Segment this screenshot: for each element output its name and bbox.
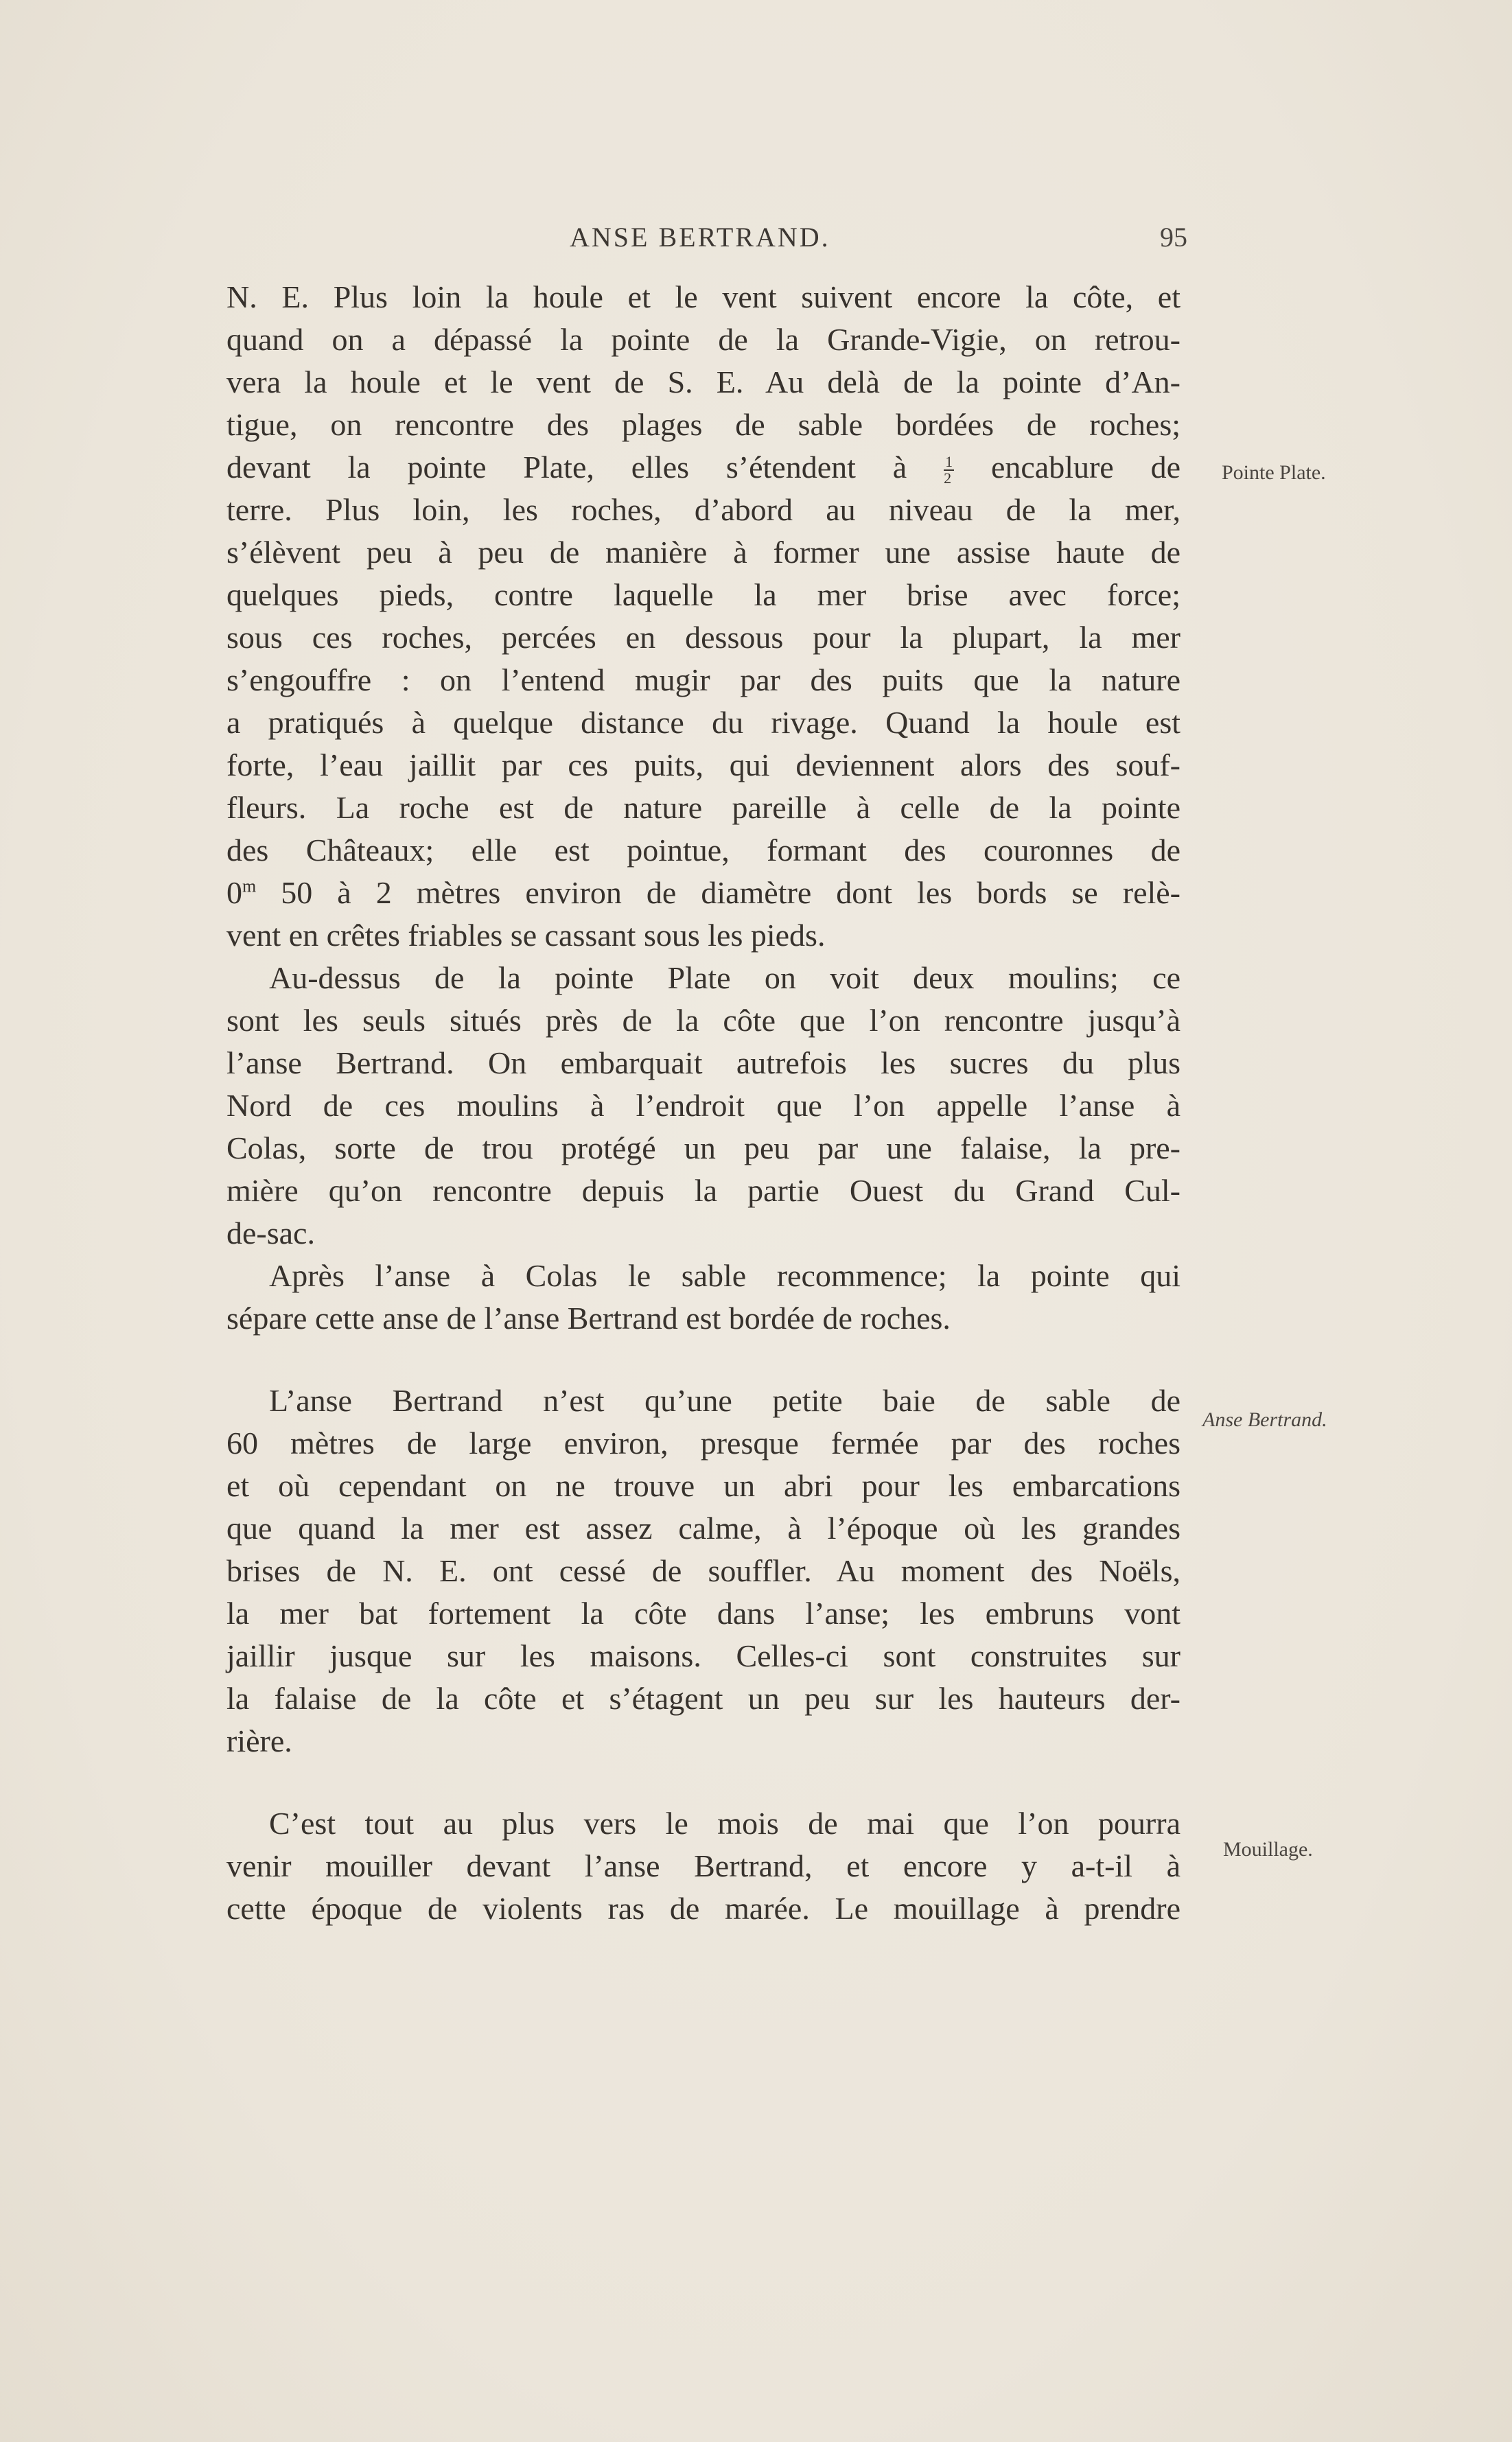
text-line: a pratiqués à quelque distance du rivage. Quand la houle est: [226, 705, 1180, 740]
text-segment: encablure de: [954, 450, 1180, 485]
paragraph-gap: [226, 1340, 1180, 1380]
text-line: sous ces roches, percées en dessous pour la plupart, la mer: [226, 620, 1180, 655]
margin-note-anse-bertrand: Anse Bertrand.: [1202, 1408, 1327, 1431]
text-line: brises de N. E. ont cessé de souffler. Au moment des Noëls,: [226, 1553, 1180, 1588]
text-line: mière qu’on rencontre depuis la partie Ouest du Grand Cul-: [226, 1173, 1180, 1208]
text-line-with-superscript: [226, 872, 1180, 914]
text-line: des Châteaux; elle est pointue, formant des couronnes de: [226, 833, 1180, 868]
paragraph-gap: [226, 1763, 1180, 1802]
text-line: l’anse Bertrand. On embarquait autrefois les sucres du plus: [226, 1045, 1180, 1080]
margin-note-pointe-plate: Pointe Plate.: [1222, 461, 1326, 484]
text-line: sont les seuls situés près de la côte que l’on rencontre jusqu’à: [226, 1003, 1180, 1038]
text-line: la falaise de la côte et s’étagent un peu sur les hauteurs der-: [226, 1681, 1180, 1716]
text-line: tigue, on rencontre des plages de sable bordées de roches;: [226, 407, 1180, 442]
text-line: et où cependant on ne trouve un abri pour les embarcations: [226, 1468, 1180, 1503]
text-segment: devant la pointe Plate, elles s’étendent à: [226, 450, 944, 485]
text-line: vent en crêtes friables se cassant sous les pieds.: [226, 918, 826, 953]
page-number: 95: [1160, 222, 1187, 253]
superscript-m: m: [242, 876, 257, 896]
text-line: Colas, sorte de trou protégé un peu par une falaise, la pre-: [226, 1130, 1180, 1165]
text-line: N. E. Plus loin la houle et le vent suivent encore la côte, et: [226, 279, 1180, 314]
text-line-with-fraction: [226, 446, 1180, 489]
text-line: vera la houle et le vent de S. E. Au delà de la pointe d’An-: [226, 364, 1180, 399]
text-segment: 0: [226, 875, 242, 910]
running-head: ANSE BERTRAND.: [570, 222, 830, 253]
text-line: s’élèvent peu à peu de manière à former une assise haute de: [226, 535, 1180, 570]
text-line: Nord de ces moulins à l’endroit que l’on appelle l’anse à: [226, 1088, 1180, 1123]
body-text: [226, 276, 1180, 1930]
margin-note-mouillage: Mouillage.: [1223, 1838, 1313, 1861]
text-line: de-sac.: [226, 1216, 315, 1251]
text-line: 60 mètres de large environ, presque fermée par des roches: [226, 1426, 1180, 1461]
text-line: L’anse Bertrand n’est qu’une petite baie de sable de: [269, 1383, 1180, 1418]
page-header: [226, 221, 1187, 262]
fraction-numerator: 1: [945, 453, 953, 471]
text-line: quand on a dépassé la pointe de la Grande-Vigie, on retrou-: [226, 322, 1180, 357]
text-line: quelques pieds, contre laquelle la mer brise avec force;: [226, 577, 1180, 612]
text-segment: 50 à 2 mètres environ de diamètre dont les bords se relè-: [256, 875, 1180, 910]
text-line: que quand la mer est assez calme, à l’époque où les grandes: [226, 1511, 1180, 1546]
text-line: Au-dessus de la pointe Plate on voit deux moulins; ce: [269, 960, 1180, 995]
text-line: la mer bat fortement la côte dans l’anse; les embruns vont: [226, 1596, 1180, 1631]
text-line: venir mouiller devant l’anse Bertrand, et encore y a-t-il à: [226, 1848, 1180, 1883]
text-line: sépare cette anse de l’anse Bertrand est bordée de roches.: [226, 1301, 951, 1336]
text-line: s’engouffre : on l’entend mugir par des puits que la nature: [226, 662, 1180, 697]
text-line: fleurs. La roche est de nature pareille à celle de la pointe: [226, 790, 1180, 825]
text-line: Après l’anse à Colas le sable recommence; la pointe qui: [269, 1258, 1180, 1293]
text-line: C’est tout au plus vers le mois de mai que l’on pourra: [269, 1806, 1180, 1841]
text-line: terre. Plus loin, les roches, d’abord au niveau de la mer,: [226, 492, 1180, 527]
fraction-denominator: 2: [944, 469, 952, 487]
text-line: cette époque de violents ras de marée. Le mouillage à prendre: [226, 1891, 1180, 1926]
fraction-half: [944, 454, 954, 486]
text-line: jaillir jusque sur les maisons. Celles-ci sont construites sur: [226, 1638, 1180, 1673]
text-line: forte, l’eau jaillit par ces puits, qui deviennent alors des souf-: [226, 747, 1180, 782]
text-line: rière.: [226, 1723, 292, 1758]
